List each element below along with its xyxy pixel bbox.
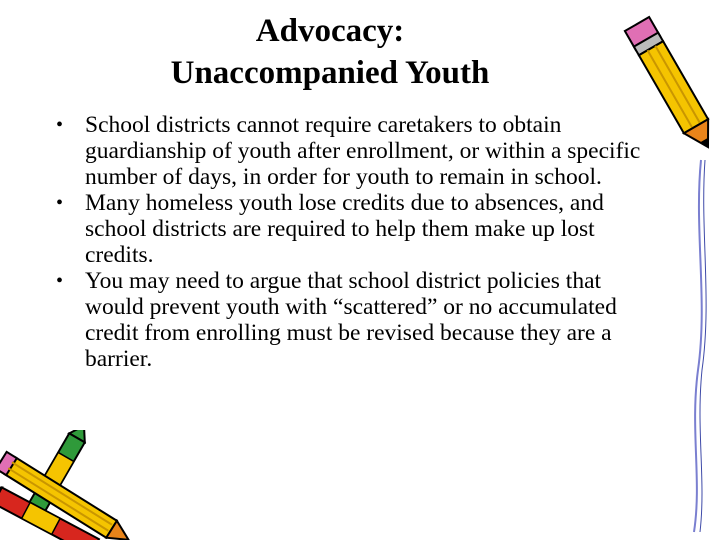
title-line-1: Advocacy: [255,13,405,49]
pencil-icon [590,0,720,540]
bullet-text: Many homeless youth lose credits due to absences, and school districts are required to help them make up lost credits. [85,190,604,268]
crayons-icon [0,430,150,540]
bullet-text: School districts cannot require caretakers to obtain guardianship of youth after enrollment, or within a specific number of days, in order for youth to remain in school. [85,112,641,190]
bullet-text: You may need to argue that school district policies that would prevent youth with “scattered” or no accumulated credit from enrolling must be revised because they are a barrier. [85,268,617,372]
bullet-marker: • [56,114,64,136]
bullet-list [56,112,656,372]
bullet-marker: • [56,270,64,292]
slide-title [120,10,540,94]
bullet-marker: • [56,192,64,214]
bullet-item [56,112,656,190]
bullet-item [56,190,656,268]
title-line-2: Unaccompanied Youth [170,55,490,91]
bullet-item [56,268,656,372]
